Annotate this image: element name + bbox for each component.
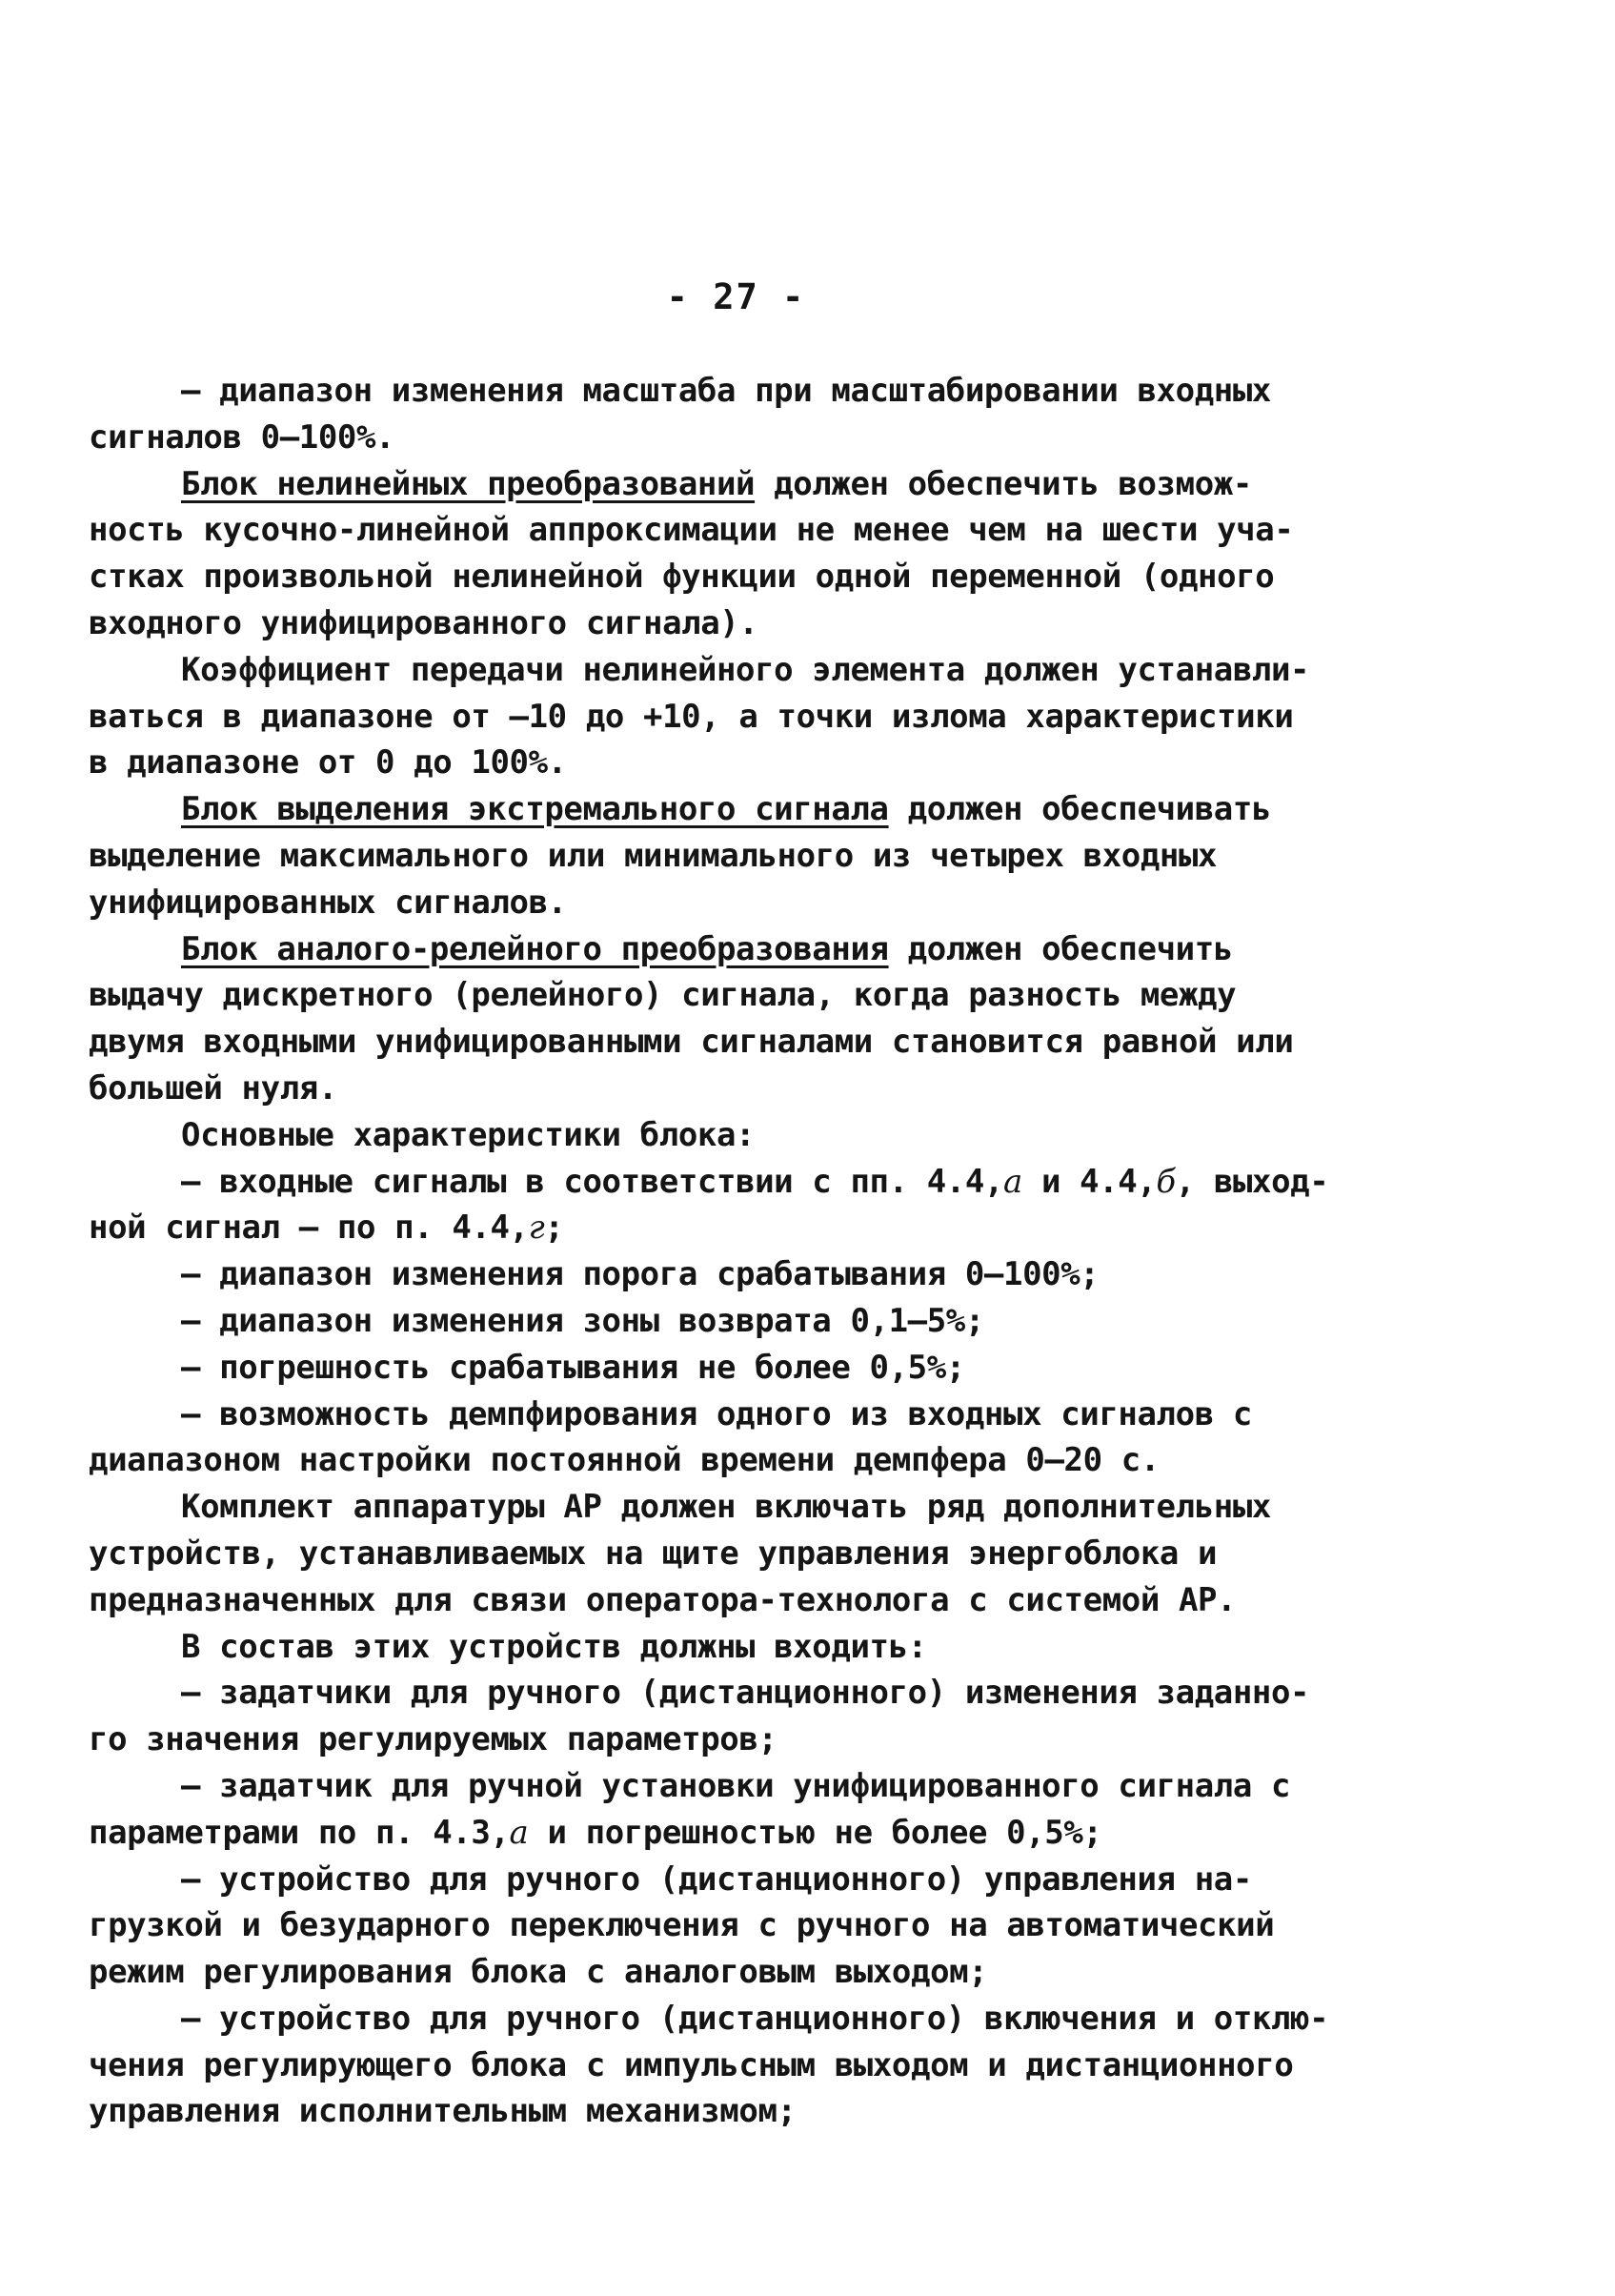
text-segment: ваться в диапазоне от –10 до +10, а точки излома характеристики — [89, 697, 1294, 736]
text-segment: – погрешность срабатывания не более 0,5%; — [181, 1348, 965, 1387]
text-segment: Основные характеристики блока: — [181, 1115, 756, 1154]
text-line — [89, 1996, 1346, 2042]
body-text — [89, 368, 1346, 2135]
text-segment: ; — [544, 1209, 564, 1248]
text-line — [89, 368, 1346, 415]
text-line — [89, 1392, 1346, 1438]
text-line — [89, 1763, 1346, 1810]
text-segment: диапазоном настройки постоянной времени демпфера 0–20 с. — [89, 1441, 1160, 1480]
text-line — [89, 554, 1346, 600]
underlined-heading: Блок нелинейных преобразований — [181, 464, 756, 503]
text-line — [89, 2042, 1346, 2089]
text-segment: Комплект аппаратуры АР должен включать ряд дополнительных — [181, 1488, 1271, 1527]
text-line — [89, 1159, 1346, 1206]
text-line — [89, 1019, 1346, 1066]
text-segment: чения регулирующего блока с импульсным выходом и дистанционного — [89, 2045, 1294, 2084]
text-segment: В состав этих устройств должны входить: — [181, 1627, 927, 1666]
text-line — [89, 833, 1346, 880]
text-segment: и погрешностью не более 0,5%; — [528, 1813, 1102, 1852]
italic-letter: а — [1003, 1162, 1022, 1201]
text-line — [89, 1624, 1346, 1671]
text-line — [89, 786, 1346, 833]
text-line — [89, 1810, 1346, 1857]
text-line — [89, 600, 1346, 647]
text-segment: грузкой и безударного переключения с ручного на автоматический — [89, 1906, 1275, 1945]
text-line — [89, 926, 1346, 973]
text-segment: ной сигнал – по п. 4.4, — [89, 1209, 529, 1248]
text-line — [89, 2088, 1346, 2135]
text-line — [89, 1345, 1346, 1392]
text-segment: – диапазон изменения зоны возврата 0,1–5%; — [181, 1301, 984, 1340]
text-segment: ность кусочно-линейной аппроксимации не менее чем на шести уча- — [89, 511, 1294, 550]
text-segment: – возможность демпфирования одного из входных сигналов с — [181, 1394, 1252, 1433]
text-segment: , выход- — [1175, 1162, 1329, 1201]
text-line — [89, 1112, 1346, 1159]
text-line — [89, 1531, 1346, 1577]
text-line — [89, 1205, 1346, 1251]
text-line — [89, 1717, 1346, 1763]
text-segment: выдачу дискретного (релейного) сигнала, когда разность между — [89, 976, 1237, 1015]
text-line — [89, 1857, 1346, 1903]
text-segment: сигналов 0–100%. — [89, 417, 395, 457]
text-segment: – устройство для ручного (дистанционного) управления на- — [181, 1859, 1252, 1899]
text-line — [89, 1670, 1346, 1717]
text-segment: двумя входными унифицированными сигналами становится равной или — [89, 1023, 1294, 1062]
text-line — [89, 1577, 1346, 1624]
underlined-heading: Блок выделения экстремального сигнала — [181, 790, 889, 829]
page-number: - 27 - — [666, 276, 806, 317]
text-segment: унифицированных сигналов. — [89, 883, 567, 922]
text-line — [89, 647, 1346, 694]
text-line — [89, 1298, 1346, 1345]
text-line — [89, 1484, 1346, 1531]
text-line — [89, 1251, 1346, 1298]
text-line — [89, 1066, 1346, 1112]
text-line — [89, 1437, 1346, 1484]
underlined-heading: Блок аналого-релейного преобразования — [181, 929, 889, 968]
italic-letter: б — [1156, 1162, 1176, 1201]
text-segment: в диапазоне от 0 до 100%. — [89, 743, 567, 782]
text-segment: стках произвольной нелинейной функции одной переменной (одного — [89, 558, 1275, 597]
text-line — [89, 461, 1346, 508]
text-line — [89, 507, 1346, 554]
text-segment: – задатчики для ручного (дистанционного) изменения заданно- — [181, 1674, 1310, 1713]
text-segment: – задатчик для ручной установки унифицированного сигнала с — [181, 1766, 1291, 1805]
text-segment: устройств, устанавливаемых на щите управления энергоблока и — [89, 1534, 1218, 1573]
text-line — [89, 415, 1346, 461]
text-segment: и 4.4, — [1021, 1162, 1157, 1201]
text-segment: – диапазон изменения масштаба при масштабировании входных — [181, 372, 1271, 410]
text-segment: – устройство для ручного (дистанционного) включения и отклю- — [181, 1999, 1329, 2038]
text-line — [89, 694, 1346, 741]
text-segment: – диапазон изменения порога срабатывания 0–100%; — [181, 1255, 1100, 1294]
text-segment: параметрами по п. 4.3, — [89, 1813, 510, 1852]
text-segment: должен обеспечить — [888, 929, 1233, 968]
text-segment: должен обеспечить возмож- — [755, 464, 1252, 503]
italic-letter: а — [509, 1813, 529, 1852]
text-segment: входного унифицированного сигнала). — [89, 603, 758, 642]
text-segment: – входные сигналы в соответствии с пп. 4.4, — [181, 1162, 1003, 1201]
text-segment: выделение максимального или минимального из четырех входных — [89, 836, 1218, 875]
text-line — [89, 1949, 1346, 1996]
text-segment: предназначенных для связи оператора-технолога с системой АР. — [89, 1580, 1237, 1619]
text-line — [89, 972, 1346, 1019]
text-line — [89, 880, 1346, 926]
text-line — [89, 1902, 1346, 1949]
text-segment: режим регулирования блока с аналоговым выходом; — [89, 1953, 988, 1992]
text-line — [89, 740, 1346, 786]
text-segment: го значения регулируемых параметров; — [89, 1720, 777, 1759]
italic-letter: г — [528, 1209, 545, 1248]
text-segment: управления исполнительным механизмом; — [89, 2092, 797, 2131]
text-segment: большей нуля. — [89, 1068, 337, 1107]
text-segment: Коэффициент передачи нелинейного элемента должен устанавли- — [181, 650, 1310, 689]
text-segment: должен обеспечивать — [888, 790, 1271, 829]
